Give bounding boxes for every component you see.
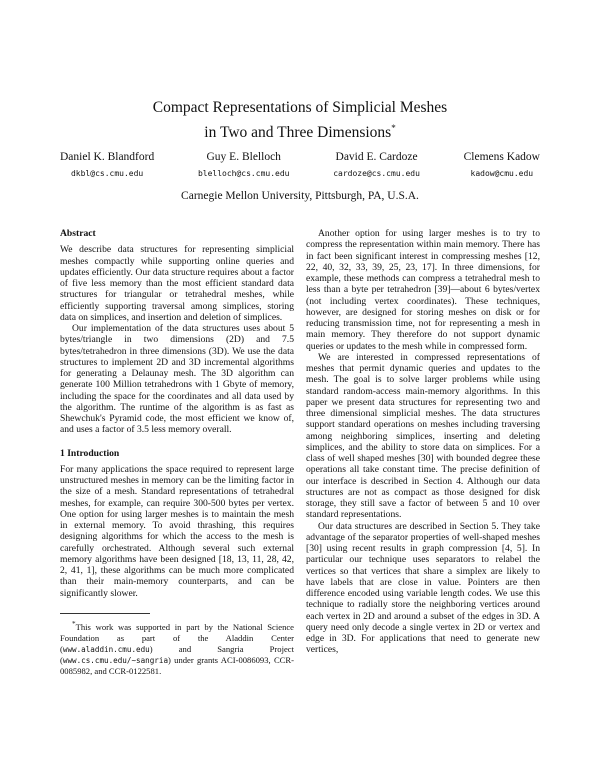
- title-line-2: in Two and Three Dimensions*: [204, 123, 396, 142]
- right-paragraph-3: Our data structures are described in Section 5. They take advantage of the separator properties of well-shaped meshes [30] using recent results in graph compression [4, 5]. In particular our technique uses separators to relabel the vertices so that vertices that share a simplex are likely to have labels that are close in value. Pointers are then difference encoded using variable length codes. We use this technique to radially store the neighboring vertices around each vertex in 2D and around a subset of the edges in 3D. A query need only decode a single vertex in 2D or vertex and edge in 3D. For applications that need to generate new vertices,: [306, 520, 540, 656]
- author-email: dkbl@cs.cmu.edu: [70, 169, 144, 178]
- footnote-url-sangria: www.cs.cmu.edu/~sangria: [62, 655, 169, 665]
- footnote-url-aladdin: www.aladdin.cmu.edu: [62, 644, 150, 654]
- section-heading-introduction: 1 Introduction: [60, 447, 120, 459]
- footnote-mark: *: [72, 619, 76, 628]
- title-line-1: Compact Representations of Simplicial Meshes: [152, 99, 448, 116]
- footnote: *This work was supported in part by the National Science Foundation as part of the Aladdin Center (www.aladdin.cmu.edu) and Sangria Project (www.cs.cmu.edu/~sangria) under grants ACI-0086093, CCR-0085982, and CCR-0122581.: [60, 619, 294, 676]
- footnote-rule: [60, 613, 150, 614]
- author-name: Daniel K. Blandford: [60, 151, 155, 163]
- left-column: [60, 228, 294, 677]
- author-email: kadow@cmu.edu: [470, 169, 534, 178]
- paper-title: [0, 98, 600, 143]
- author-name: Clemens Kadow: [463, 151, 540, 163]
- affiliation: Carnegie Mellon University, Pittsburgh, PA, U.S.A.: [181, 190, 419, 202]
- author-name: David E. Cardoze: [335, 151, 418, 163]
- abstract-heading: Abstract: [60, 228, 96, 239]
- right-column: [306, 228, 540, 656]
- abstract-paragraph-2: Our implementation of the data structures uses about 5 bytes/triangle in two dimensions (2D) and 7.5 bytes/tetrahedron in three dimensions (3D). We use the data structures to implement 2D and 3D incremental algorithms for generating a Delaunay mesh. The 3D algorithm can generate 100 Million tetrahedrons with 1 Gbyte of memory, including the space for the coordinates and all data used by the algorithm. The runtime of the algorithm is as fast as Shewchuk's Pyramid code, the most efficient we know of, and uses a factor of 3.5 less memory overall.: [60, 323, 294, 436]
- right-paragraph-1: Another option for using larger meshes is to try to compress the representation within main memory. There has in fact been significant interest in compressing meshes [12, 22, 40, 32, 33, 39, 25, 23, 17]. In three dimensions, for example, these methods can compress a tetrahedral mesh to less than a byte per tetrahedron [39]—about 6 bytes/vertex (not including vertex coordinates). These techniques, however, are designed for storing meshes on disk or for reducing transmission time, not for representing a mesh in main memory. They therefore do not support dynamic queries or updates to the mesh while in compressed form.: [306, 228, 540, 352]
- intro-paragraph-1: For many applications the space required to represent large unstructured meshes in memory can be the limiting factor in the size of a mesh. Standard representations of tetrahedral meshes, for example, can require 300-500 bytes per vertex. One option for using larger meshes is to maintain the mesh in external memory. To avoid thrashing, this requires designing algorithms for which the access to the mesh is carefully orchestrated. Although several such external memory algorithms have been designed [18, 13, 11, 28, 42, 2, 41, 1], these algorithms can be much more complicated than their main-memory counterparts, and can be significantly slower.: [60, 463, 294, 599]
- author-email: blelloch@cs.cmu.edu: [197, 169, 290, 178]
- author-email: cardoze@cs.cmu.edu: [333, 169, 420, 178]
- author-list: [60, 151, 540, 178]
- author-name: Guy E. Blelloch: [206, 151, 281, 163]
- abstract-paragraph-1: We describe data structures for representing simplicial meshes compactly while supporting online queries and updates efficiently. Our data structure requires about a factor of five less memory than the most efficient standard data structures for triangular or tetrahedral meshes, while efficiently supporting traversal among simplices, storing data on simplices, and insertion and deletion of simplices.: [60, 244, 294, 323]
- author-4: [464, 151, 540, 178]
- author-3: [333, 151, 420, 178]
- author-2: [198, 151, 290, 178]
- title-footnote-mark: *: [391, 123, 396, 133]
- author-1: [60, 151, 154, 178]
- right-paragraph-2: We are interested in compressed representations of meshes that permit dynamic queries and updates to the mesh. The goal is to solve larger problems while using standard random-access main-memory algorithms. In this paper we present data structures for representing two and three dimensional simplicial meshes. The data structures support standard operations on meshes including traversing among neighboring simplices, inserting and deleting simplices, and the ability to store data on simplices. For a class of well shaped meshes [30] with bounded degree these operations all take constant time. The precise definition of our interface is described in Section 4. Although our data structures are not as compact as those designed for disk storage, they still save a factor of between 5 and 10 over standard representations.: [306, 351, 540, 521]
